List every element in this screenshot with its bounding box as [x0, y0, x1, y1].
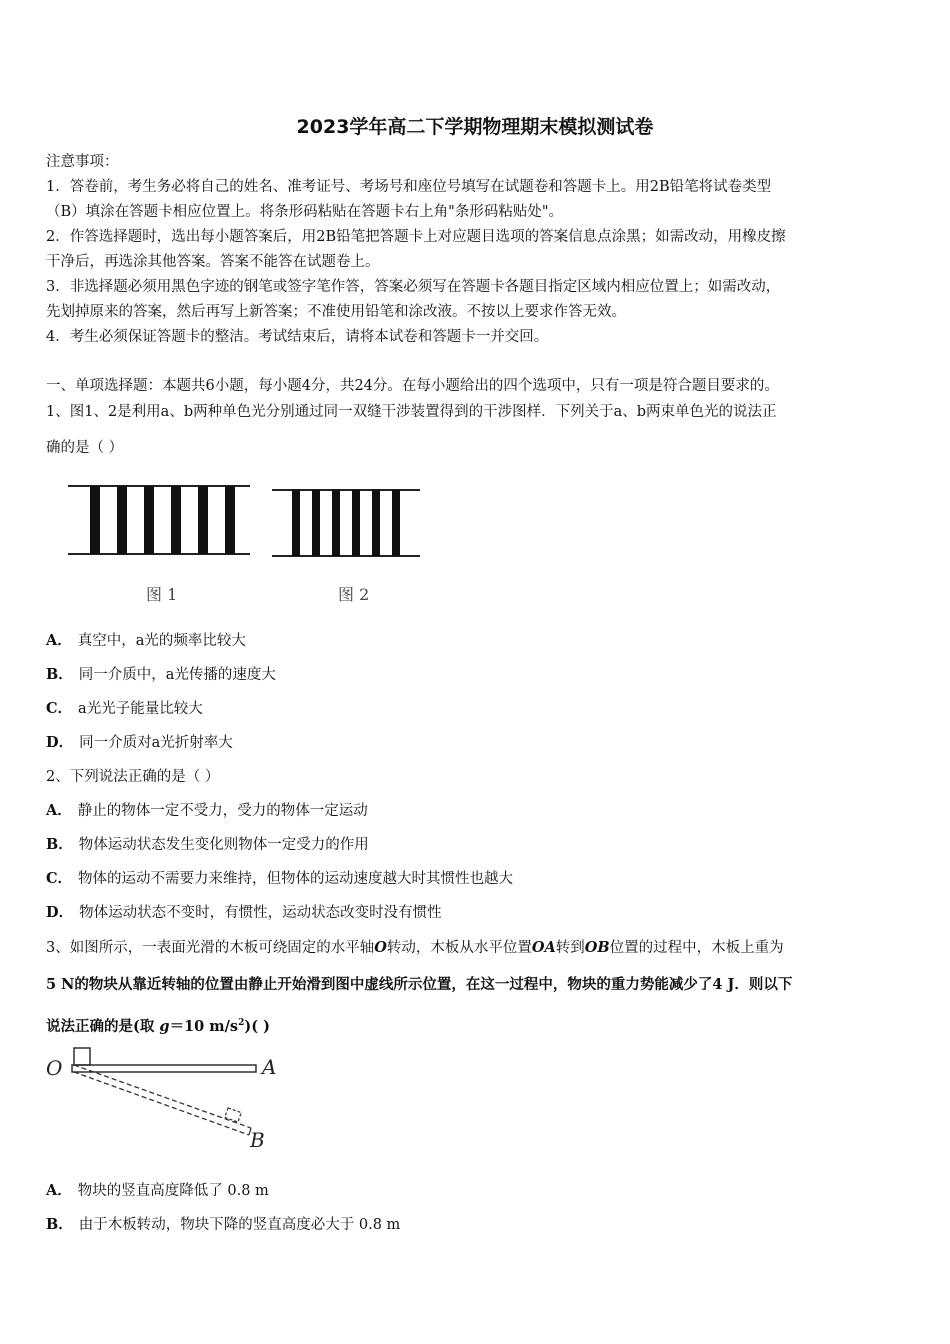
notice-heading: 注意事项： — [46, 154, 119, 170]
figure-2-label: 图 2 — [338, 585, 370, 604]
question-3-stem-cont: 5 N的物块从靠近转轴的位置由静止开始滑到图中虚线所示位置，在这一过程中，物块的重力势能减少了4 J．则以下 — [46, 976, 793, 993]
axis-o-label: O — [46, 1056, 63, 1080]
point-b-label: B — [250, 1128, 265, 1152]
question-3-stem: 3、如图所示，一表面光滑的木板可绕固定的水平轴O转动，木板从水平位置OA转到OB位置的过程中，木板上重为 — [46, 939, 784, 956]
question-2-stem: 2、下列说法正确的是（ ） — [46, 769, 220, 785]
notice-line: 2．作答选择题时，选出每小题答案后，用2B铅笔把答题卡上对应题目选项的答案信息点涂黑；如需改动，用橡皮擦 — [46, 229, 786, 245]
notice-line: 3．非选择题必须用黑色字迹的钢笔或签字笔作答，答案必须写在答题卡各题目指定区域内相应位置上；如需改动， — [46, 279, 781, 295]
notice-line: 先划掉原来的答案，然后再写上新答案；不准使用铅笔和涂改液。不按以上要求作答无效。 — [46, 304, 626, 320]
option-c: C． a光光子能量比较大 — [46, 700, 203, 717]
notice-line: 4．考生必须保证答题卡的整洁。考试结束后，请将本试卷和答题卡一并交回。 — [46, 329, 549, 345]
option-a: A． 物块的竖直高度降低了 0.8 m — [46, 1182, 269, 1199]
page-title: 2023学年高二下学期物理期末模拟测试卷 — [296, 116, 654, 138]
option-c: C． 物体的运动不需要力来维持，但物体的运动速度越大时其惯性也越大 — [46, 870, 514, 887]
option-b: B． 物体运动状态发生变化则物体一定受力的作用 — [46, 836, 369, 853]
figure-1-label: 图 1 — [146, 585, 178, 604]
section-heading: 一、单项选择题：本题共6小题，每小题4分，共24分。在每小题给出的四个选项中，只有一项是符合题目要求的。 — [46, 378, 779, 394]
point-a-label: A — [262, 1055, 277, 1079]
option-a: A． 静止的物体一定不受力，受力的物体一定运动 — [46, 802, 368, 819]
option-d: D． 同一介质对a光折射率大 — [46, 734, 233, 751]
question-1-stem: 1、图1、2是利用a、b两种单色光分别通过同一双缝干涉装置得到的干涉图样．下列关于a、b两束单色光的说法正 — [46, 404, 777, 420]
option-b: B． 由于木板转动，物块下降的竖直高度必大于 0.8 m — [46, 1216, 401, 1233]
option-b: B． 同一介质中，a光传播的速度大 — [46, 666, 276, 683]
question-1-stem-cont: 确的是（ ） — [46, 440, 124, 456]
option-a: A． 真空中，a光的频率比较大 — [46, 632, 246, 649]
question-3-stem-end: 说法正确的是(取 g＝10 $m/s^2$)( ) — [46, 1017, 270, 1035]
notice-line: 干净后，再选涂其他答案。答案不能答在试题卷上。 — [46, 254, 380, 270]
notice-line: 1．答卷前，考生务必将自己的姓名、准考证号、考场号和座位号填写在试题卷和答题卡上。用2B铅笔将试卷类型 — [46, 179, 772, 195]
notice-line: （B）填涂在答题卡相应位置上。将条形码粘贴在答题卡右上角"条形码粘贴处"。 — [46, 204, 563, 220]
interference-figure — [60, 470, 440, 610]
option-d: D． 物体运动状态不变时，有惯性，运动状态改变时没有惯性 — [46, 904, 442, 921]
